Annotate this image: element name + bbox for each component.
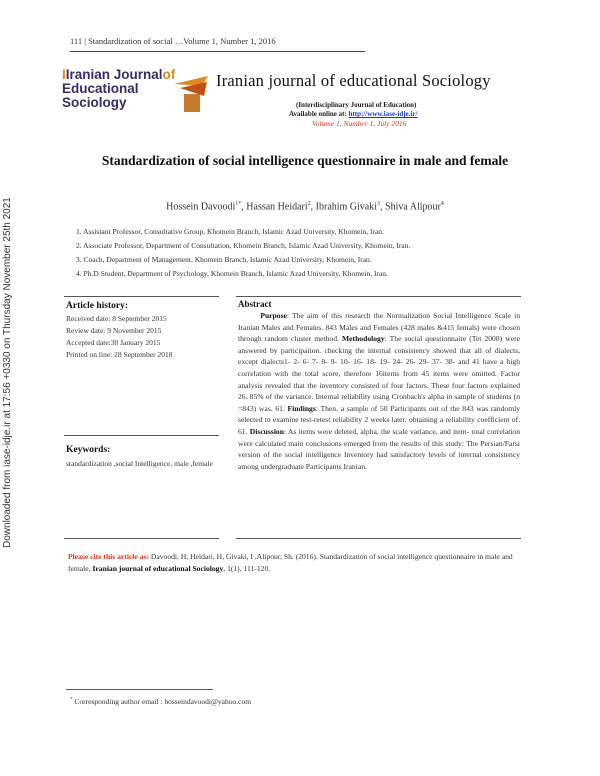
volume-info: Volume 1, Number 1, July 2016 [312, 119, 407, 128]
discussion-label: Discussion [249, 426, 284, 436]
author-sep: , [380, 201, 386, 213]
findings-label: Findings [287, 403, 316, 413]
author-name: Shiva Alipour [385, 201, 441, 213]
availability-prefix: Available online at: [289, 110, 349, 118]
affiliation-item: 2. Associate Professor, Department of Consultation, Khomein Branch, Islamic Azad University, Khomein, Iran. [76, 241, 411, 250]
footnote-mark: * [70, 697, 73, 703]
header-divider [70, 51, 365, 52]
discussion-text: : As items were deleted, alpha, the scale variance, and item- total correlation were calculated main conclusions emerged from the results of this study: The Persian/Farsi version of the social intelligence Inventory had satisfactory levels of internal consistency among undergraduate Participants Iranian. [238, 426, 521, 471]
paper-title: Standardization of social intelligence questionnaire in male and female [101, 153, 509, 168]
journal-subtitle: (Interdisciplinary Journal of Education) [296, 101, 417, 109]
accepted-date: Accepted date:30 January 2015 [66, 338, 161, 347]
author-sup: 1* [235, 201, 242, 207]
keywords-heading: Keywords: [66, 445, 111, 455]
author-sup: 3 [377, 201, 381, 207]
citation-tail: , 1(1), 111-120. [223, 564, 271, 573]
running-head: 111 | Standardization of social …Volume 1, Number 1, 2016 [70, 36, 276, 46]
journal-title: Iranian journal of educational Sociology [216, 71, 491, 90]
abstract-heading: Abstract [238, 299, 272, 309]
author-sep: , [241, 201, 247, 213]
logo-wordmark [62, 68, 175, 110]
printed-date: Printed on line: 28 September 2018 [66, 350, 173, 359]
received-date: Received date: 8 September 2015 [66, 314, 167, 323]
citation-block [68, 551, 532, 575]
review-date: Review date: 9 November 2015 [66, 326, 162, 335]
logo-line2: Educational [62, 81, 139, 96]
keywords-top-rule [64, 435, 219, 436]
findings-text: : Then, a sample of 50 Participants out of the 843 was randomly selected to examine test-retest reliability 2 weeks later, obtaining a reliability coefficient of. 61. [238, 403, 521, 436]
footnote-text: Corresponding author email : hosseindavoodi@yahoo.com [72, 697, 252, 706]
affiliation-item: 3. Coach, Department of Management, Khomein Branch, Islamic Azad University, Khomein, Iran. [76, 255, 372, 264]
author-name: Hossein Davoodi [166, 201, 236, 213]
citation-journal: Iranian journal of educational Sociology [92, 564, 224, 573]
logo-of: of [162, 67, 176, 82]
footnote [70, 697, 251, 706]
keywords-text: standardization ,social Intelligence, male ,female [66, 459, 213, 468]
citation-lead: Please cite this article as: [68, 552, 149, 561]
keywords-bottom-rule [64, 538, 219, 539]
history-heading: Article history: [66, 301, 128, 311]
journal-url-link[interactable]: http://www.iase-idje.ir/ [348, 110, 418, 118]
affiliation-list [76, 225, 546, 281]
author-sup: 4 [440, 201, 444, 207]
author-sup: 2 [307, 201, 311, 207]
purpose-text: : The aim of this research the Normalization Social Intelligence Scale in Iranian Males and Females. 843 Males and Females (428 males &415 femals) were chosen through random cluster method. [238, 311, 520, 344]
author-list [70, 201, 540, 212]
footnote-rule [66, 689, 213, 690]
citation-text: Davoodi, H, Heidari, H, Givaki, I ,Alipour, Sh. (2016). Standardization of social intelligence questionnaire in male and female, [68, 552, 513, 573]
logo-line1: IIranian Journal [62, 67, 163, 82]
history-dates [66, 313, 172, 361]
author-name: Hassan Heidari [246, 201, 308, 213]
logo-line3: Sociology [62, 95, 127, 110]
abstract-bottom-rule [236, 538, 521, 539]
author-sep: , [310, 201, 316, 213]
affiliation-item: 4. Ph.D Student, Department of Psychology, Khomein Branch, Islamic Azad University, Khomein, Iran. [76, 269, 388, 278]
affiliation-item: 1. Assistant Professor, Consultative Group, Khomein Branch, Islamic Azad University, Khomein, Iran. [76, 227, 384, 236]
availability-line [289, 110, 417, 118]
methodology-text: : The social questionnaire (Tet 2008) were answered by participation. checking the internal consistency showed that all of dialects, except dialects1- 2- 6- 7- 8- 9- 10- 16- 18- 19- 24- 26- 29- 37- 38- and 41 have a high correlation with the total score, therefore 16items from 45 items were omitted. Factor analysis revealed that the inventory consisted of four factors. These four factors explained 26. 85% of the variance. Internal reliability using Cronbach's alpha in sample of students (n =843) was. 61. [238, 334, 520, 413]
methodology-label: Methodology [342, 334, 385, 344]
abstract-body [238, 310, 520, 472]
history-top-rule [64, 296, 219, 297]
abstract-top-rule [236, 296, 521, 297]
download-stamp: Downloaded from iase-idje.ir at 17:56 +0330 on Thursday November 25th 2021 [2, 197, 13, 548]
purpose-label: Purpose [260, 311, 287, 320]
author-name: Ibrahim Givaki [315, 201, 378, 213]
